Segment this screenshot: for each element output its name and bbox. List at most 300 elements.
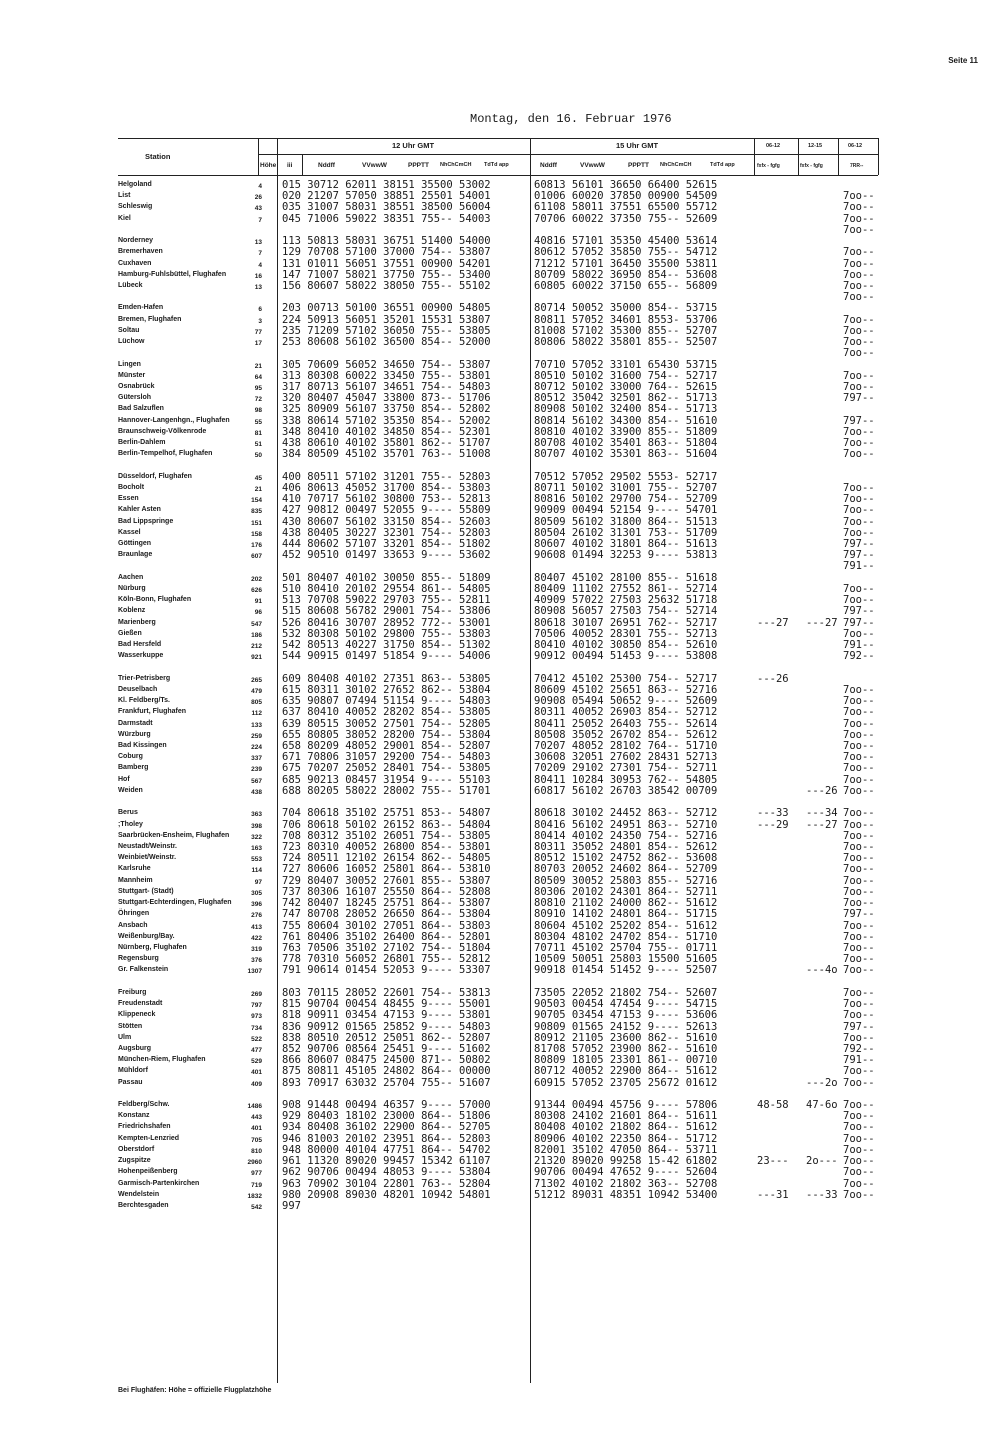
obs-15-utc: 80612 57052 35850 755-- 54712 bbox=[534, 246, 718, 258]
table-row bbox=[0, 977, 1000, 987]
precip-06-12: 7oo-- bbox=[843, 1110, 875, 1122]
obs-12-utc: 320 80407 45047 33800 873-- 51706 bbox=[282, 392, 491, 404]
obs-12-utc: 747 80708 28052 26650 864-- 53804 bbox=[282, 908, 491, 920]
obs-15-utc: 70412 45102 25300 754-- 52717 bbox=[534, 673, 718, 685]
gust-06-12: ---33 bbox=[757, 807, 789, 819]
station-hoehe: 7 bbox=[258, 250, 262, 257]
station-name: Norderney bbox=[118, 237, 154, 244]
obs-12-utc: 761 80406 35102 26400 864-- 52801 bbox=[282, 931, 491, 943]
obs-15-utc: 30608 32051 27602 28431 52713 bbox=[534, 751, 718, 763]
precip-06-12: 7oo-- bbox=[843, 527, 875, 539]
precip-06-12: 7oo-- bbox=[843, 920, 875, 932]
obs-12-utc: 338 80614 57102 35350 854-- 52002 bbox=[282, 415, 491, 427]
obs-12-utc: 763 70506 35102 27102 754-- 51804 bbox=[282, 942, 491, 954]
obs-15-utc: 90908 05494 50652 9---- 52609 bbox=[534, 695, 718, 707]
station-hoehe: 363 bbox=[251, 811, 262, 818]
gust-12-15: ---2o bbox=[806, 1077, 838, 1089]
station-name: Berlin-Tempelhof, Flughafen bbox=[118, 450, 213, 457]
station-hoehe: 409 bbox=[251, 1081, 262, 1088]
station-hoehe: 542 bbox=[251, 1204, 262, 1211]
table-row bbox=[0, 326, 1000, 336]
precip-06-12: 7oo-- bbox=[843, 1121, 875, 1133]
gust-12-15: ---4o bbox=[806, 964, 838, 976]
station-name: Stötten bbox=[118, 1023, 143, 1030]
obs-12-utc: 406 80613 45052 31700 854-- 53803 bbox=[282, 482, 491, 494]
table-row bbox=[0, 337, 1000, 347]
obs-12-utc: 836 90912 01565 25852 9---- 54803 bbox=[282, 1021, 491, 1033]
obs-15-utc: 80512 15102 24752 862-- 53608 bbox=[534, 852, 718, 864]
obs-12-utc: 544 90915 01497 51854 9---- 54006 bbox=[282, 650, 491, 662]
precip-06-12: 797-- bbox=[843, 549, 875, 561]
table-row bbox=[0, 393, 1000, 403]
precip-06-12: 7oo-- bbox=[843, 987, 875, 999]
station-name: Stuttgart-Echterdingen, Flughafen bbox=[118, 899, 232, 906]
station-hoehe: 319 bbox=[251, 946, 262, 953]
col12-tdapp: TdTd app bbox=[484, 162, 509, 168]
obs-12-utc: 427 90812 00497 52055 9---- 55809 bbox=[282, 504, 491, 516]
gust-12-15: 2o--- bbox=[806, 1155, 838, 1167]
col15-clouds: NhChCmCH bbox=[660, 162, 692, 168]
obs-12-utc: 803 70115 28052 22601 754-- 53813 bbox=[282, 987, 491, 999]
obs-15-utc: 80607 40102 31801 864-- 51613 bbox=[534, 538, 718, 550]
obs-15-utc: 90706 00494 47652 9---- 52604 bbox=[534, 1166, 718, 1178]
station-hoehe: 16 bbox=[254, 273, 262, 280]
precip-06-12: 7oo-- bbox=[843, 258, 875, 270]
obs-12-utc: 452 90510 01497 33653 9---- 53602 bbox=[282, 549, 491, 561]
precip-06-12: 7oo-- bbox=[843, 998, 875, 1010]
station-name: Regensburg bbox=[118, 955, 159, 962]
station-name: Klippeneck bbox=[118, 1011, 156, 1018]
precip-06-12: 7oo-- bbox=[843, 213, 875, 225]
table-row bbox=[0, 214, 1000, 224]
station-hoehe: 97 bbox=[254, 879, 262, 886]
station-hoehe: 422 bbox=[251, 935, 262, 942]
precip-06-12: 7oo-- bbox=[843, 1178, 875, 1190]
obs-12-utc: 035 31007 58031 38551 38500 56004 bbox=[282, 201, 491, 213]
precip-06-12: 7oo-- bbox=[843, 594, 875, 606]
station-hoehe: 522 bbox=[251, 1036, 262, 1043]
obs-12-utc: 129 70708 57100 37000 754-- 53807 bbox=[282, 246, 491, 258]
header-bottom-rule bbox=[118, 175, 878, 176]
table-row bbox=[0, 842, 1000, 852]
table-row bbox=[0, 618, 1000, 628]
obs-12-utc: 838 80510 20512 25051 862-- 52807 bbox=[282, 1032, 491, 1044]
table-row bbox=[0, 1145, 1000, 1155]
precip-06-12: 7oo-- bbox=[843, 875, 875, 887]
precip-06-12: 7oo-- bbox=[843, 347, 875, 359]
precip-06-12: 797-- bbox=[843, 415, 875, 427]
precip-06-12: 7oo-- bbox=[843, 482, 875, 494]
obs-12-utc: 688 80205 58022 28002 755-- 51701 bbox=[282, 785, 491, 797]
obs-15-utc: 60813 56101 36650 66400 52615 bbox=[534, 179, 718, 191]
obs-12-utc: 113 50813 58031 36751 51400 54000 bbox=[282, 235, 491, 247]
obs-15-utc: 90608 01494 32253 9---- 53813 bbox=[534, 549, 718, 561]
col12-nddff: Nddff bbox=[318, 162, 335, 169]
obs-12-utc: 515 80608 56782 29001 754-- 53806 bbox=[282, 605, 491, 617]
precip-06-12: 791-- bbox=[843, 639, 875, 651]
extra-divider-3 bbox=[838, 138, 839, 175]
precip-06-12: 7oo-- bbox=[843, 830, 875, 842]
iii-divider bbox=[302, 154, 303, 175]
obs-12-utc: 235 71209 57102 36050 755-- 53805 bbox=[282, 325, 491, 337]
station-hoehe: 797 bbox=[251, 1002, 262, 1009]
table-row bbox=[0, 1022, 1000, 1032]
station-hoehe: 547 bbox=[251, 621, 262, 628]
precip-06-12: 7oo-- bbox=[843, 336, 875, 348]
table-row bbox=[0, 416, 1000, 426]
page-number: Seite 11 bbox=[948, 56, 978, 65]
obs-15-utc: 80712 40052 22900 864-- 51612 bbox=[534, 1065, 718, 1077]
station-hoehe: 269 bbox=[251, 991, 262, 998]
table-row bbox=[0, 898, 1000, 908]
table-row bbox=[0, 640, 1000, 650]
station-hoehe: 607 bbox=[251, 553, 262, 560]
station-name: Hamburg-Fuhlsbüttel, Flughafen bbox=[118, 271, 227, 278]
obs-12-utc: 791 90614 01454 52053 9---- 53307 bbox=[282, 964, 491, 976]
station-hoehe: 401 bbox=[251, 1125, 262, 1132]
obs-12-utc: 501 80407 40102 30050 855-- 51809 bbox=[282, 572, 491, 584]
precip-06-12: 7oo-- bbox=[843, 448, 875, 460]
precip-06-12: 7oo-- bbox=[843, 774, 875, 786]
precip-06-12: 7oo-- bbox=[843, 493, 875, 505]
obs-12-utc: 305 70609 56052 34650 754-- 53807 bbox=[282, 359, 491, 371]
station-name: Bocholt bbox=[118, 484, 145, 491]
obs-15-utc: 90705 03454 47153 9---- 53606 bbox=[534, 1009, 718, 1021]
table-row bbox=[0, 360, 1000, 370]
station-name: Frankfurt, Flughafen bbox=[118, 708, 187, 715]
station-name: Mannheim bbox=[118, 877, 153, 884]
table-row bbox=[0, 517, 1000, 527]
station-hoehe: 239 bbox=[251, 766, 262, 773]
precip-06-12: 7oo-- bbox=[843, 785, 875, 797]
left-divider bbox=[258, 138, 259, 175]
station-name: Gütersloh bbox=[118, 394, 152, 401]
table-row bbox=[0, 763, 1000, 773]
precip-06-12: 7oo-- bbox=[843, 314, 875, 326]
obs-15-utc: 80512 35042 32501 862-- 51713 bbox=[534, 392, 718, 404]
precip-06-12: 7oo-- bbox=[843, 841, 875, 853]
table-row bbox=[0, 382, 1000, 392]
obs-12-utc: 156 80607 58022 38050 755-- 55102 bbox=[282, 280, 491, 292]
obs-12-utc: 513 70708 59022 29703 755-- 52811 bbox=[282, 594, 491, 606]
station-hoehe: 719 bbox=[251, 1182, 262, 1189]
station-header: Station bbox=[145, 152, 171, 161]
precip-06-12: 7oo-- bbox=[843, 1077, 875, 1089]
obs-12-utc: 893 70917 63032 25704 755-- 51607 bbox=[282, 1077, 491, 1089]
station-hoehe: 154 bbox=[251, 497, 262, 504]
obs-12-utc: 526 80416 30707 28952 772-- 53001 bbox=[282, 617, 491, 629]
gust-12-15: ---34 bbox=[806, 807, 838, 819]
station-name: Kl. Feldberg/Ts. bbox=[118, 697, 170, 704]
table-row bbox=[0, 1055, 1000, 1065]
obs-15-utc: 90503 00454 47454 9---- 54715 bbox=[534, 998, 718, 1010]
table-row bbox=[0, 584, 1000, 594]
station-hoehe: 438 bbox=[251, 789, 262, 796]
obs-15-utc: 80411 25052 26403 755-- 52614 bbox=[534, 718, 718, 730]
obs-15-utc: 51212 89031 48351 10942 53400 bbox=[534, 1189, 718, 1201]
right-border bbox=[878, 138, 879, 175]
station-hoehe: 26 bbox=[254, 194, 262, 201]
obs-12-utc: 737 80306 16107 25550 864-- 52808 bbox=[282, 886, 491, 898]
obs-15-utc: 80908 56057 27503 754-- 52714 bbox=[534, 605, 718, 617]
precip-06-12: 7oo-- bbox=[843, 953, 875, 965]
obs-15-utc: 70710 57052 33101 65430 53715 bbox=[534, 359, 718, 371]
obs-15-utc: 80311 40052 26903 854-- 52712 bbox=[534, 706, 718, 718]
obs-15-utc: 80811 57052 34601 8553- 53706 bbox=[534, 314, 718, 326]
station-name: Trier-Petrisberg bbox=[118, 675, 171, 682]
obs-15-utc: 91344 00494 45756 9---- 57806 bbox=[534, 1099, 718, 1111]
precip-06-12: 7oo-- bbox=[843, 706, 875, 718]
obs-15-utc: 80609 45102 25651 863-- 52716 bbox=[534, 684, 718, 696]
obs-15-utc: 81008 57102 35300 855-- 52707 bbox=[534, 325, 718, 337]
table-row bbox=[0, 954, 1000, 964]
station-hoehe: 64 bbox=[254, 374, 262, 381]
obs-12-utc: 637 80410 40052 28202 854-- 53805 bbox=[282, 706, 491, 718]
station-hoehe: 186 bbox=[251, 632, 262, 639]
table-row bbox=[0, 797, 1000, 807]
obs-15-utc: 80416 56102 24951 863-- 52710 bbox=[534, 819, 718, 831]
precip-06-12: 7oo-- bbox=[843, 1099, 875, 1111]
table-row bbox=[0, 1134, 1000, 1144]
station-name: Braunschweig-Völkenrode bbox=[118, 428, 207, 435]
obs-15-utc: 80308 24102 21601 864-- 51611 bbox=[534, 1110, 718, 1122]
precip-06-12: 7oo-- bbox=[843, 381, 875, 393]
station-hoehe: 265 bbox=[251, 677, 262, 684]
table-row bbox=[0, 1122, 1000, 1132]
precip-06-12: 7oo-- bbox=[843, 583, 875, 595]
gust-12-15: 47-6o bbox=[806, 1099, 838, 1111]
table-row bbox=[0, 595, 1000, 605]
station-name: Berchtesgaden bbox=[118, 1202, 169, 1209]
col12-clouds: NhChCmCH bbox=[440, 162, 472, 168]
obs-15-utc: 70706 60022 37350 755-- 52609 bbox=[534, 213, 718, 225]
col12-ppptt: PPPTT bbox=[408, 162, 429, 169]
precip-06-12: 7oo-- bbox=[843, 291, 875, 303]
table-row bbox=[0, 236, 1000, 246]
obs-15-utc: 80311 35052 24801 854-- 52612 bbox=[534, 841, 718, 853]
table-row bbox=[0, 674, 1000, 684]
obs-15-utc: 61108 58011 37551 65500 55712 bbox=[534, 201, 718, 213]
station-hoehe: 553 bbox=[251, 856, 262, 863]
obs-12-utc: 727 80606 16052 25801 864-- 53810 bbox=[282, 863, 491, 875]
table-row bbox=[0, 864, 1000, 874]
obs-15-utc: 81708 57052 23900 862-- 51610 bbox=[534, 1043, 718, 1055]
station-hoehe: 133 bbox=[251, 722, 262, 729]
station-hoehe: 305 bbox=[251, 890, 262, 897]
precip-06-12: 797-- bbox=[843, 617, 875, 629]
obs-15-utc: 73505 22052 21802 754-- 52607 bbox=[534, 987, 718, 999]
precip-06-12: 7oo-- bbox=[843, 224, 875, 236]
table-row bbox=[0, 932, 1000, 942]
station-name: München-Riem, Flughafen bbox=[118, 1056, 206, 1063]
precip-06-12: 7oo-- bbox=[843, 886, 875, 898]
precip-06-12: 7oo-- bbox=[843, 695, 875, 707]
station-hoehe: 835 bbox=[251, 508, 262, 515]
obs-12-utc: 815 90704 00454 48455 9---- 55001 bbox=[282, 998, 491, 1010]
table-row bbox=[0, 202, 1000, 212]
precip-06-12: 7oo-- bbox=[843, 325, 875, 337]
precip-06-12: 7oo-- bbox=[843, 516, 875, 528]
station-name: Weinbiet/Weinstr. bbox=[118, 854, 177, 861]
table-row bbox=[0, 1066, 1000, 1076]
precip-06-12: 792-- bbox=[843, 1043, 875, 1055]
obs-15-utc: 80711 50102 31001 755-- 52707 bbox=[534, 482, 718, 494]
station-hoehe: 1307 bbox=[247, 968, 262, 975]
page-title: Montag, den 16. Februar 1976 bbox=[470, 112, 672, 126]
station-name: Garmisch-Partenkirchen bbox=[118, 1180, 200, 1187]
obs-12-utc: 020 21207 57050 38851 25501 54001 bbox=[282, 190, 491, 202]
station-name: Berlin-Dahlem bbox=[118, 439, 166, 446]
obs-15-utc: 80712 50102 33000 764-- 52615 bbox=[534, 381, 718, 393]
obs-12-utc: 609 80408 40102 27351 863-- 53805 bbox=[282, 673, 491, 685]
obs-15-utc: 80509 30052 25803 855-- 52716 bbox=[534, 875, 718, 887]
station-name: Göttingen bbox=[118, 540, 152, 547]
station-name: Bremerhaven bbox=[118, 248, 163, 255]
obs-15-utc: 80407 45102 28100 855-- 51618 bbox=[534, 572, 718, 584]
gust-12-15: ---27 bbox=[806, 819, 838, 831]
obs-12-utc: 658 80209 48052 29001 854-- 52807 bbox=[282, 740, 491, 752]
obs-12-utc: 852 90706 08564 25451 9---- 51602 bbox=[282, 1043, 491, 1055]
precip-06-12: 7oo-- bbox=[843, 729, 875, 741]
obs-12-utc: 908 91448 00494 46357 9---- 57000 bbox=[282, 1099, 491, 1111]
station-name: Hof bbox=[118, 776, 130, 783]
obs-12-utc: 671 70806 31057 29200 754-- 54803 bbox=[282, 751, 491, 763]
table-row bbox=[0, 292, 1000, 302]
col15-vvwww: VVwwW bbox=[580, 162, 605, 169]
station-name: Augsburg bbox=[118, 1045, 152, 1052]
table-row bbox=[0, 1044, 1000, 1054]
station-name: Lübeck bbox=[118, 282, 143, 289]
table-row bbox=[0, 730, 1000, 740]
obs-15-utc: 80618 30102 24452 863-- 52712 bbox=[534, 807, 718, 819]
table-row bbox=[0, 786, 1000, 796]
station-name: Freiburg bbox=[118, 989, 147, 996]
obs-12-utc: 729 80407 30052 27601 855-- 53807 bbox=[282, 875, 491, 887]
table-row bbox=[0, 404, 1000, 414]
extra-top-2: 12-15 bbox=[808, 143, 823, 149]
station-hoehe: 7 bbox=[258, 217, 262, 224]
obs-12-utc: 325 80909 56107 33750 854-- 52802 bbox=[282, 403, 491, 415]
station-name: Kempten-Lenzried bbox=[118, 1135, 180, 1142]
station-name: Weißenburg/Bay. bbox=[118, 933, 175, 940]
station-hoehe: 276 bbox=[251, 912, 262, 919]
precip-06-12: 7oo-- bbox=[843, 246, 875, 258]
precip-06-12: 7oo-- bbox=[843, 370, 875, 382]
obs-15-utc: 10509 50051 25803 15500 51605 bbox=[534, 953, 718, 965]
station-name: Essen bbox=[118, 495, 139, 502]
station-hoehe: 376 bbox=[251, 957, 262, 964]
station-hoehe: 151 bbox=[251, 520, 262, 527]
station-name: Nürnberg, Flughafen bbox=[118, 944, 187, 951]
station-hoehe: 91 bbox=[254, 598, 262, 605]
station-hoehe: 51 bbox=[254, 441, 262, 448]
obs-12-utc: 866 80607 08475 24500 871-- 50802 bbox=[282, 1054, 491, 1066]
station-hoehe: 3 bbox=[258, 318, 262, 325]
table-row bbox=[0, 1201, 1000, 1211]
gust-06-12: 23--- bbox=[757, 1155, 789, 1167]
table-row bbox=[0, 965, 1000, 975]
station-hoehe: 2960 bbox=[247, 1159, 262, 1166]
table-row bbox=[0, 752, 1000, 762]
station-hoehe: 224 bbox=[251, 744, 262, 751]
table-row bbox=[0, 270, 1000, 280]
station-hoehe: 98 bbox=[254, 407, 262, 414]
station-name: Lüchow bbox=[118, 338, 145, 345]
table-row bbox=[0, 438, 1000, 448]
table-row bbox=[0, 1078, 1000, 1088]
obs-12-utc: 532 80308 50102 29800 755-- 53803 bbox=[282, 628, 491, 640]
precip-06-12: 7oo-- bbox=[843, 718, 875, 730]
table-row bbox=[0, 775, 1000, 785]
station-hoehe: 921 bbox=[251, 654, 262, 661]
group-12-header: 12 Uhr GMT bbox=[392, 141, 435, 150]
table-row bbox=[0, 561, 1000, 571]
obs-12-utc: 224 50913 56051 35201 15531 53807 bbox=[282, 314, 491, 326]
station-name: Düsseldorf, Flughafen bbox=[118, 473, 192, 480]
station-hoehe: 176 bbox=[251, 542, 262, 549]
col15-tdapp: TdTd app bbox=[710, 162, 735, 168]
obs-12-utc: 253 80608 56102 36500 854-- 52000 bbox=[282, 336, 491, 348]
table-row bbox=[0, 1179, 1000, 1189]
obs-12-utc: 317 80713 56107 34651 754-- 54803 bbox=[282, 381, 491, 393]
station-name: Kiel bbox=[118, 215, 131, 222]
station-name: Ulm bbox=[118, 1034, 132, 1041]
gust-12-15: ---26 bbox=[806, 785, 838, 797]
obs-15-utc: 80708 40102 35401 863-- 51804 bbox=[534, 437, 718, 449]
table-row bbox=[0, 505, 1000, 515]
station-hoehe: 259 bbox=[251, 733, 262, 740]
obs-15-utc: 90912 00494 51453 9---- 53808 bbox=[534, 650, 718, 662]
obs-15-utc: 80408 40102 21802 864-- 51612 bbox=[534, 1121, 718, 1133]
station-hoehe: 567 bbox=[251, 778, 262, 785]
precip-06-12: 7oo-- bbox=[843, 504, 875, 516]
precip-06-12: 7oo-- bbox=[843, 807, 875, 819]
precip-06-12: 7oo-- bbox=[843, 740, 875, 752]
station-hoehe: 158 bbox=[251, 531, 262, 538]
gust-12-15: ---27 bbox=[806, 617, 838, 629]
table-row bbox=[0, 1156, 1000, 1166]
station-name: Öhringen bbox=[118, 910, 150, 917]
station-name: ;Tholey bbox=[118, 821, 143, 828]
col15-nddff: Nddff bbox=[540, 162, 557, 169]
station-hoehe: 202 bbox=[251, 576, 262, 583]
obs-12-utc: 704 80618 35102 25751 853-- 54807 bbox=[282, 807, 491, 819]
station-hoehe: 443 bbox=[251, 1114, 262, 1121]
table-row bbox=[0, 1100, 1000, 1110]
precip-06-12: 7oo-- bbox=[843, 897, 875, 909]
station-name: Würzburg bbox=[118, 731, 151, 738]
station-hoehe: 96 bbox=[254, 609, 262, 616]
obs-12-utc: 685 90213 08457 31954 9---- 55103 bbox=[282, 774, 491, 786]
iii-header: iii bbox=[287, 162, 293, 169]
obs-15-utc: 90809 01565 24152 9---- 52613 bbox=[534, 1021, 718, 1033]
station-name: Wendelstein bbox=[118, 1191, 160, 1198]
station-hoehe: 13 bbox=[254, 239, 262, 246]
obs-15-utc: 21320 89020 99258 15-42 61802 bbox=[534, 1155, 718, 1167]
station-name: Braunlage bbox=[118, 551, 153, 558]
table-row bbox=[0, 808, 1000, 818]
obs-12-utc: 015 30712 62011 38151 35500 53002 bbox=[282, 179, 491, 191]
station-name: Koblenz bbox=[118, 607, 146, 614]
station-name: Gießen bbox=[118, 630, 142, 637]
obs-12-utc: 147 71007 58021 37750 755-- 53400 bbox=[282, 269, 491, 281]
obs-15-utc: 80912 21105 23600 862-- 51610 bbox=[534, 1032, 718, 1044]
station-hoehe: 163 bbox=[251, 845, 262, 852]
station-hoehe: 322 bbox=[251, 834, 262, 841]
table-row bbox=[0, 191, 1000, 201]
precip-06-12: 7oo-- bbox=[843, 1155, 875, 1167]
station-name: Lingen bbox=[118, 361, 141, 368]
